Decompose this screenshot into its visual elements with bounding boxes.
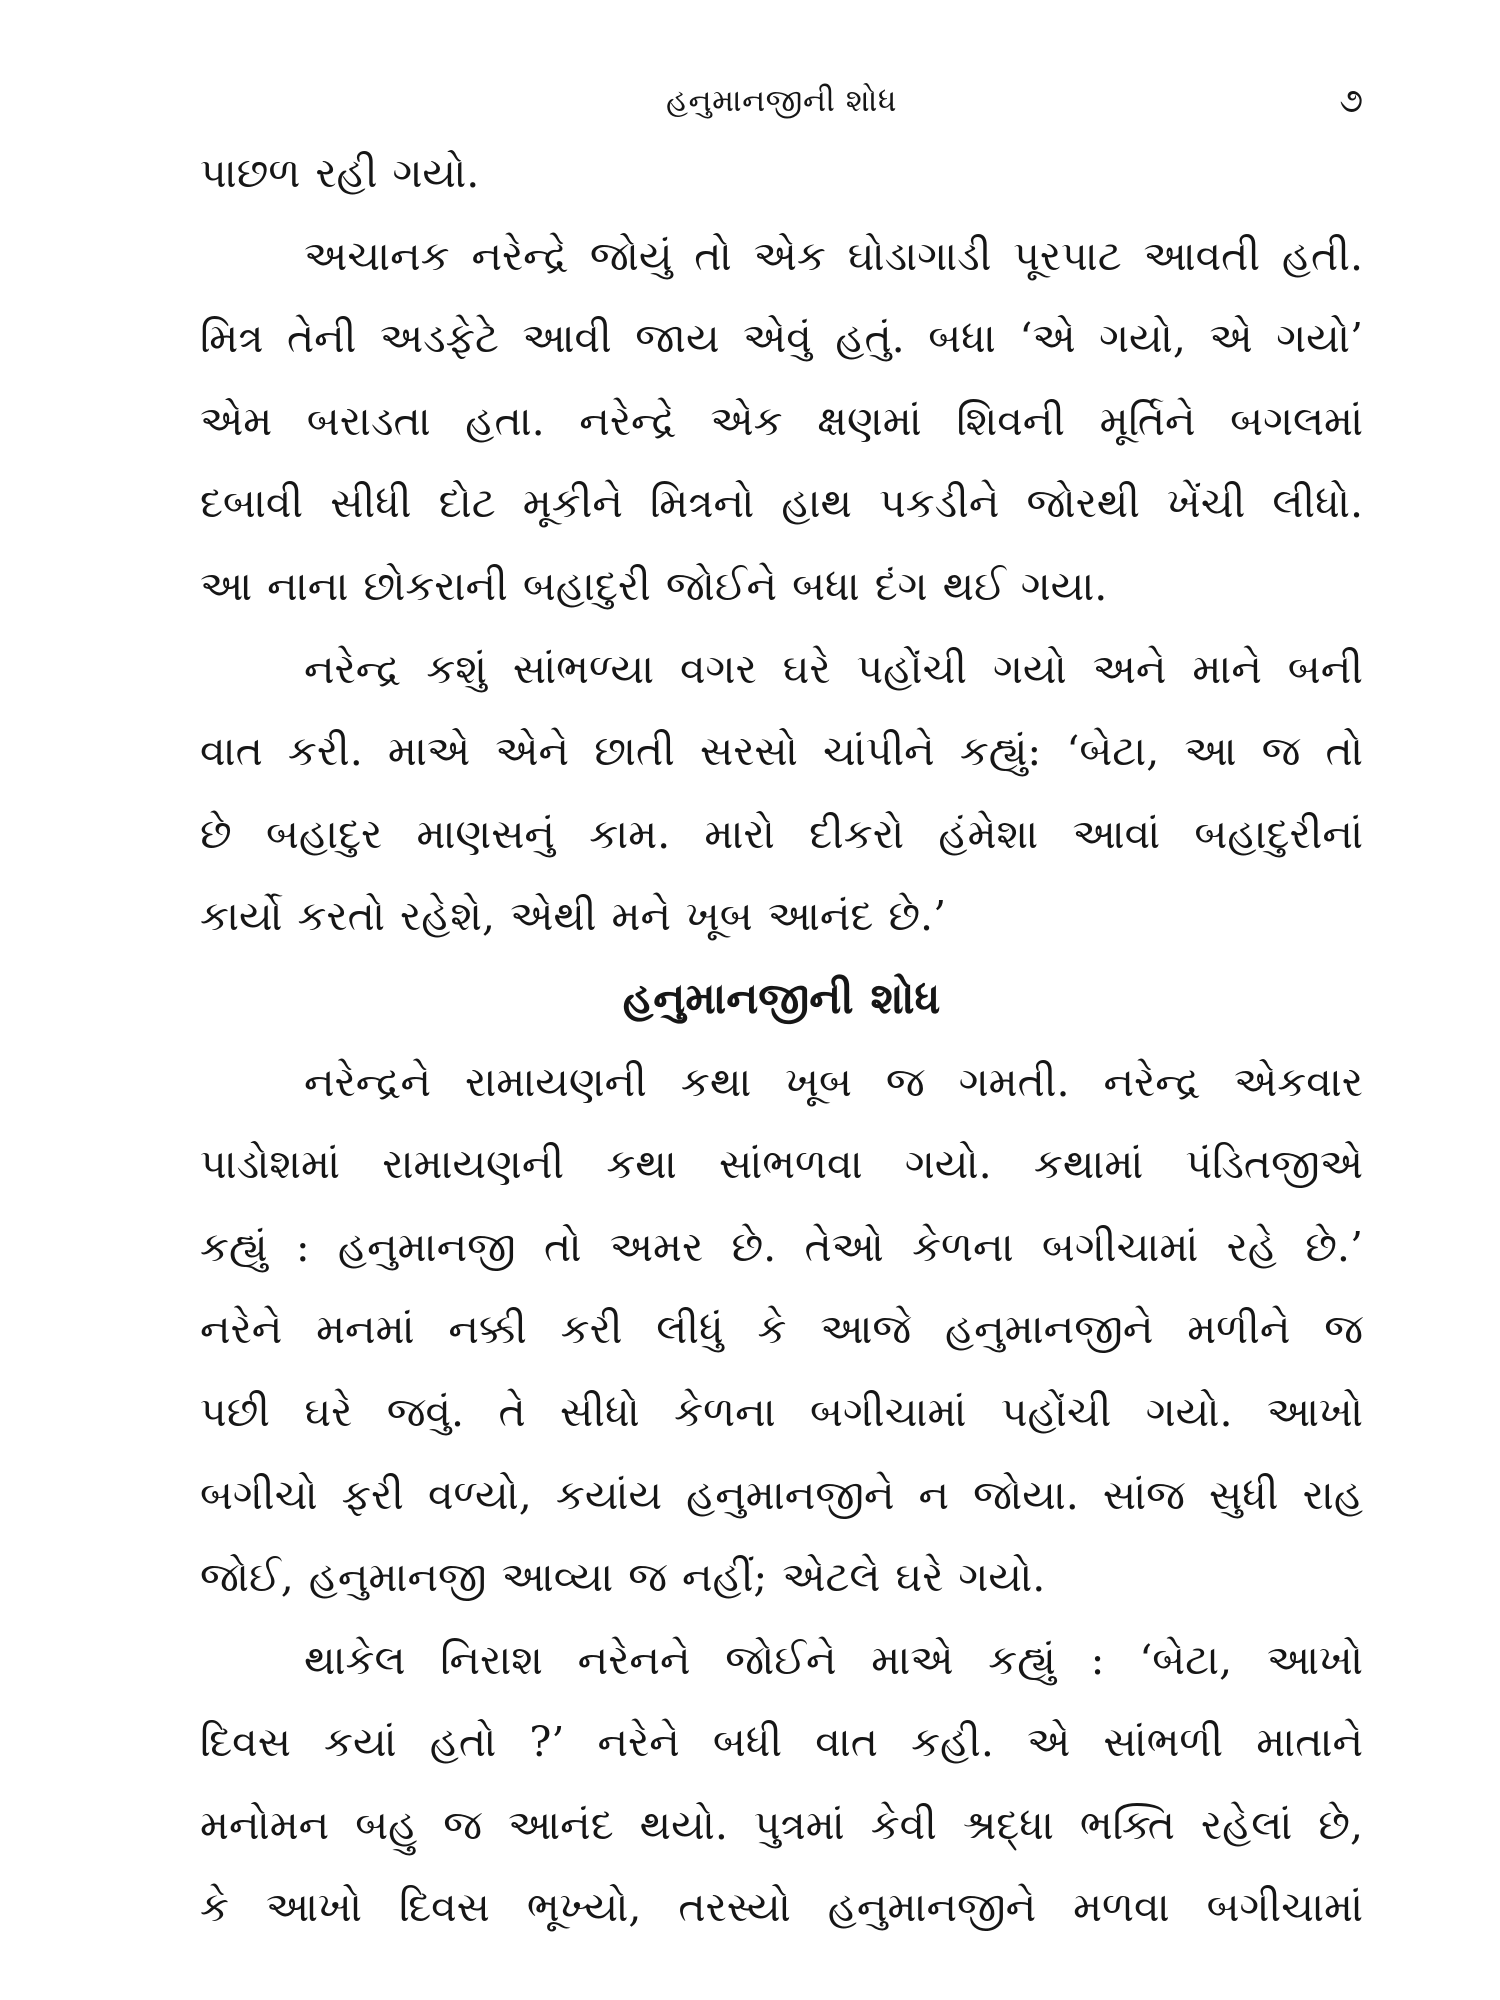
text-line: મનોમન બહુ જ આનંદ થયો. પુત્રમાં કેવી શ્રદ્ધા ભક્તિ રહેલાં છે, [200,1800,1363,1849]
text-line: કે આખો દિવસ ભૂખ્યો, તરસ્યો હનુમાનજીને મળવા બગીચામાં [200,1883,1363,1932]
text-line: જોઈ, હનુમાનજી આવ્યા જ નહીં; એટલે ઘરે ગયો. [200,1553,1046,1602]
text-line: નરેને મનમાં નક્કી કરી લીધું કે આજે હનુમાનજીને મળીને જ [200,1305,1363,1354]
text-line: નરેન્દ્રને રામાયણની કથા ખૂબ જ ગમતી. નરેન્દ્ર એકવાર [304,1057,1363,1106]
text-line: થાકેલ નિરાશ નરેનને જોઈને માએ કહ્યું : ‘બેટા, આખો [304,1635,1363,1684]
text-line: પાડોશમાં રામાયણની કથા સાંભળવા ગયો. કથામાં પંડિતજીએ [200,1140,1363,1189]
text-line: એમ બરાડતા હતા. નરેન્દ્રે એક ક્ષણમાં શિવની મૂર્તિને બગલમાં [200,396,1363,445]
text-line: કાર્યો કરતો રહેશે, એથી મને ખૂબ આનંદ છે.’ [200,892,947,941]
body-text [200,132,1363,1949]
text-line: કહ્યું : હનુમાનજી તો અમર છે. તેઓ કેળના બગીચામાં રહે છે.’ [200,1222,1363,1271]
running-header-title: હનુમાનજીની શોધ [665,83,898,119]
section-heading: હનુમાનજીની શોધ [622,973,941,1024]
text-line: પાછળ રહી ગયો. [200,149,480,197]
text-line: અચાનક નરેન્દ્રે જોયું તો એક ઘોડાગાડી પૂરપાટ આવતી હતી. [304,231,1363,280]
text-line: બગીચો ફરી વળ્યો, કયાંય હનુમાનજીને ન જોયા. સાંજ સુધી રાહ [200,1470,1363,1519]
text-line: છે બહાદુર માણસનું કામ. મારો દીકરો હંમેશા આવાં બહાદુરીનાં [200,809,1363,858]
text-line: દિવસ કયાં હતો ?’ નરેને બધી વાત કહી. એ સાંભળી માતાને [200,1718,1363,1767]
page-number: ૭ [1339,81,1363,121]
text-line: દબાવી સીધી દોટ મૂકીને મિત્રનો હાથ પકડીને જોરથી ખેંચી લીધો. [200,479,1363,528]
text-line: વાત કરી. માએ એને છાતી સરસો ચાંપીને કહ્યું: ‘બેટા, આ જ તો [200,727,1363,776]
text-line: મિત્ર તેની અડફેટે આવી જાય એવું હતું. બધા ‘એ ગયો, એ ગયો’ [200,314,1363,363]
running-header [200,78,1363,124]
text-line: પછી ઘરે જવું. તે સીધો કેળના બગીચામાં પહોંચી ગયો. આખો [200,1387,1363,1436]
text-line: નરેન્દ્ર કશું સાંભળ્યા વગર ઘરે પહોંચી ગયો અને માને બની [304,644,1363,693]
text-line: આ નાના છોકરાની બહાદુરી જોઈને બધા દંગ થઈ ગયા. [200,561,1108,610]
